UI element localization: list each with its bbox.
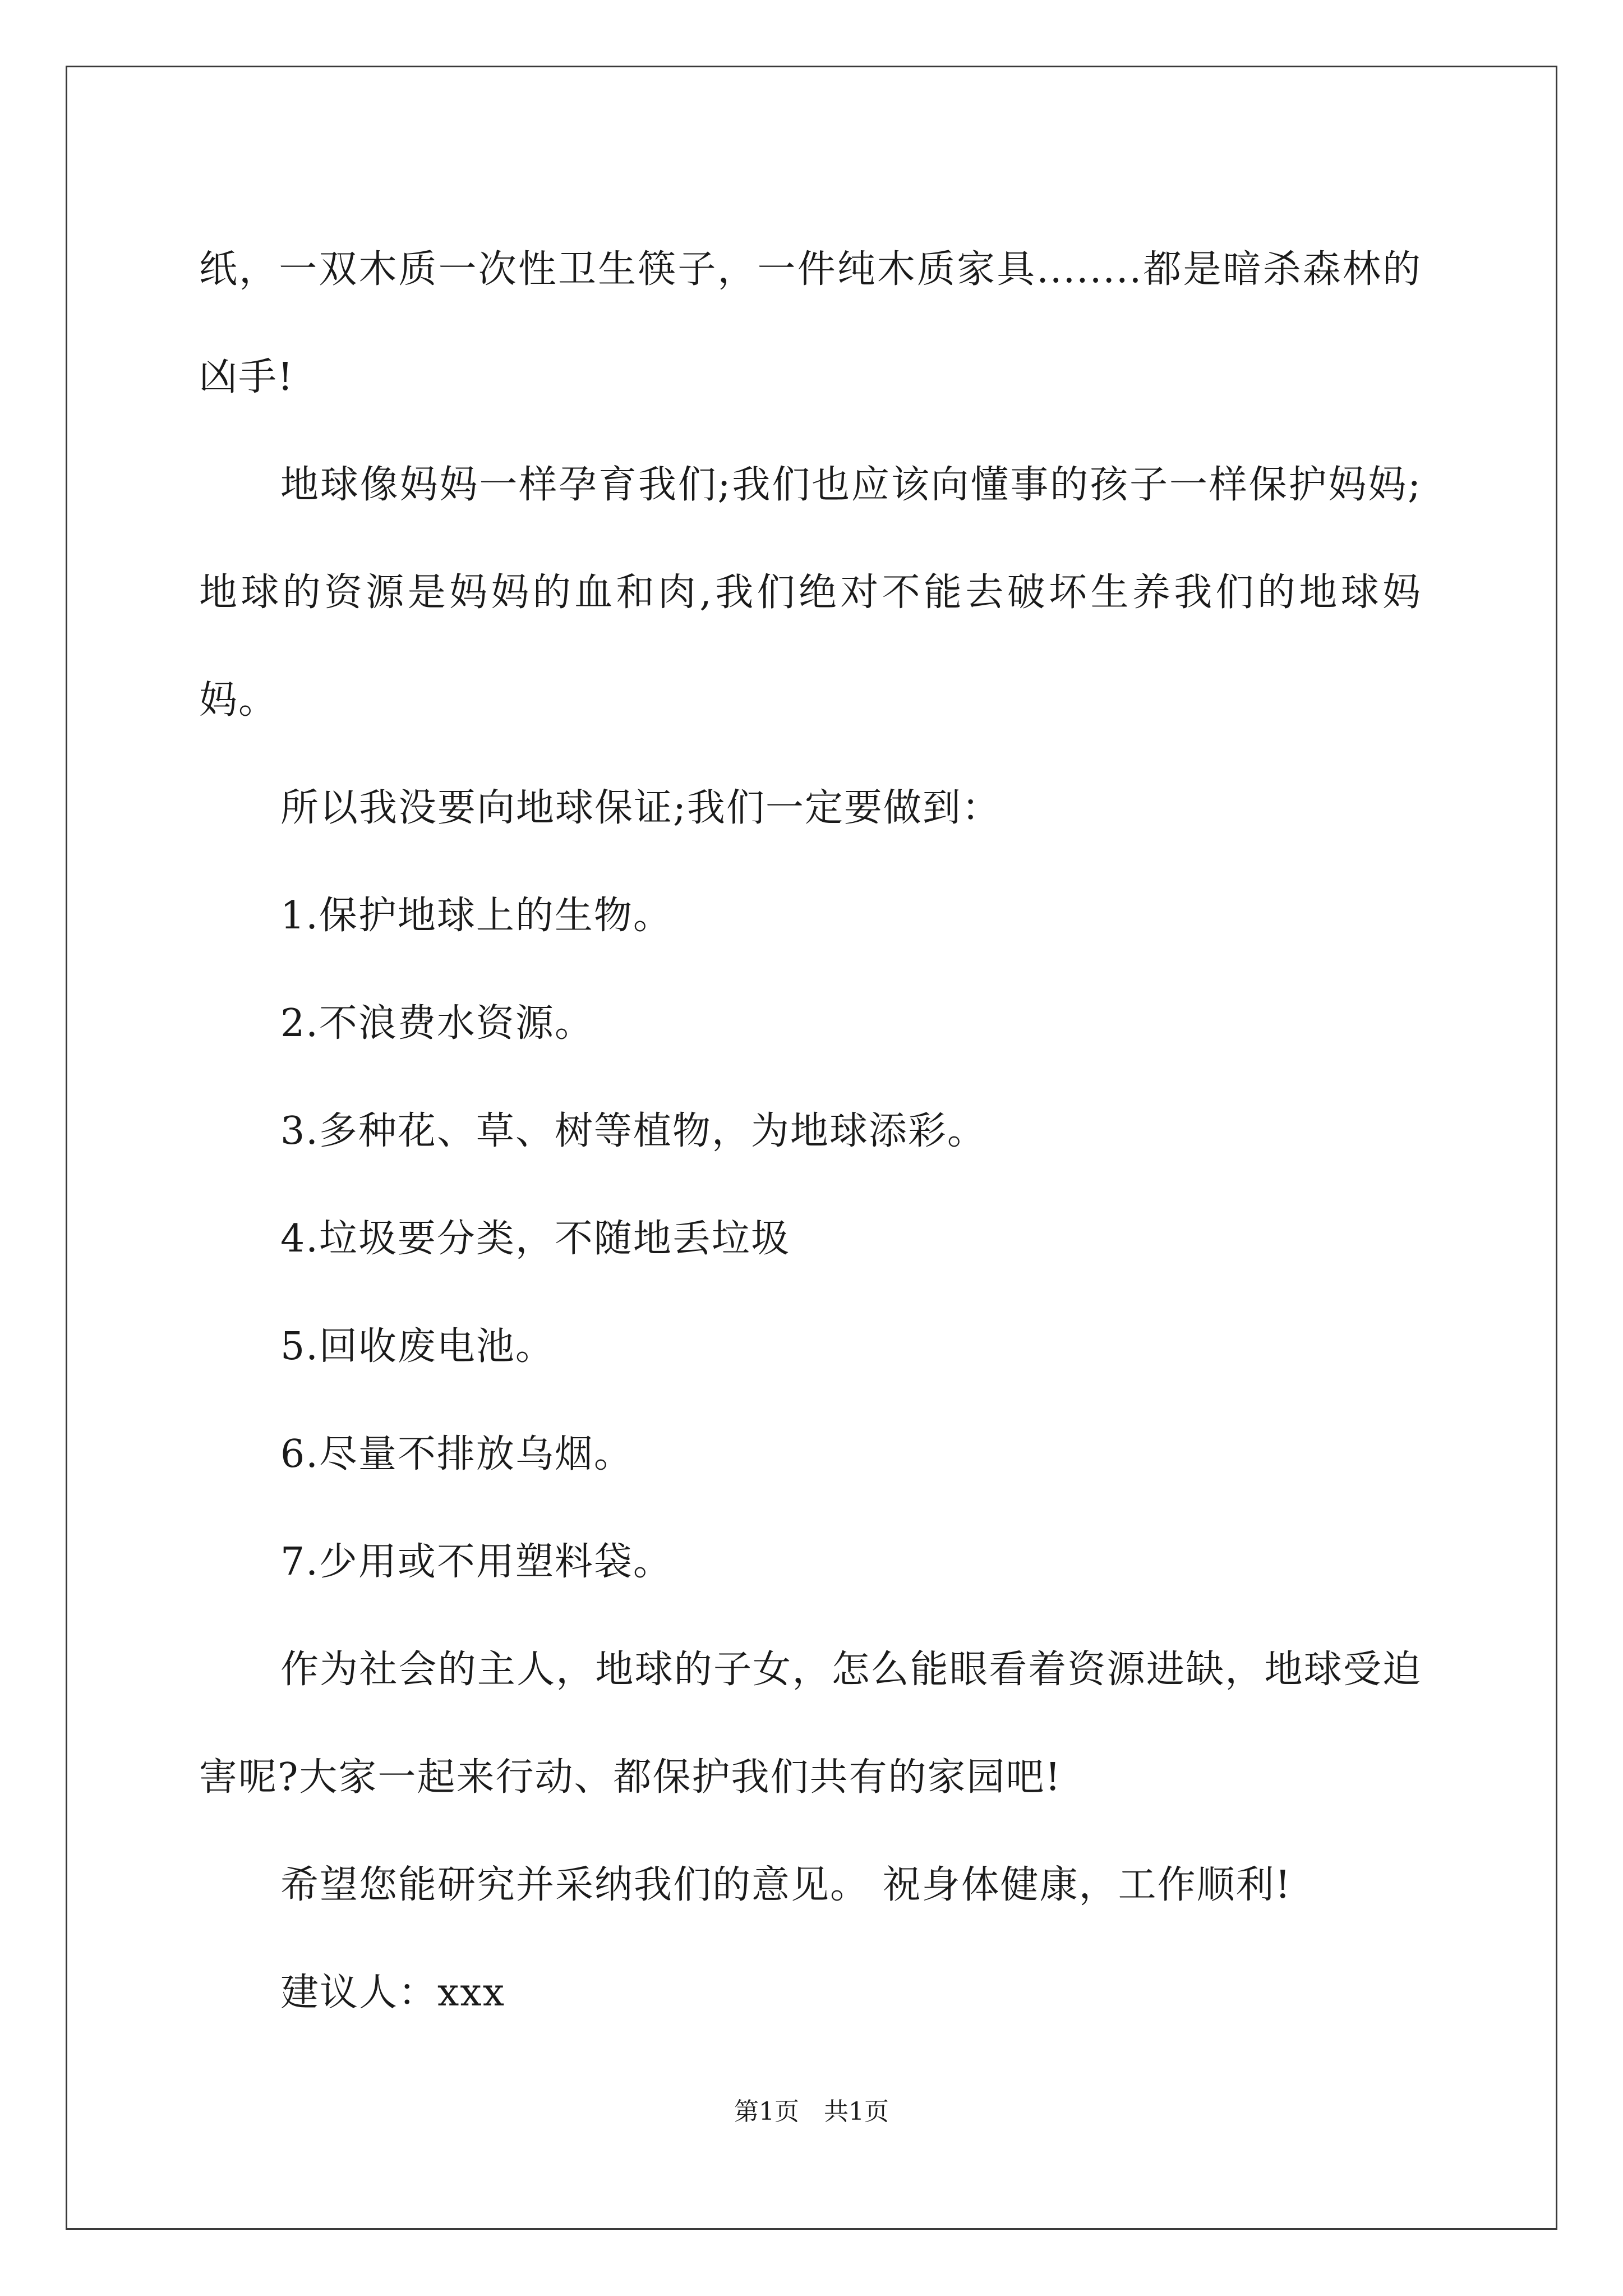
document-body — [199, 216, 1422, 2047]
paragraph-call-to-action: 作为社会的主人，地球的子女，怎么能眼看着资源进缺，地球受迫害呢?大家一起来行动、都保护我们共有的家园吧! — [199, 1648, 1422, 1800]
list-item-1: 1.保护地球上的生物。 — [280, 894, 672, 938]
list-item-2: 2.不浪费水资源。 — [280, 1001, 594, 1046]
page-number-current: 第1页 — [734, 2097, 799, 2126]
paragraph-promise: 所以我没要向地球保证;我们一定要做到： — [280, 786, 1001, 830]
list-item-4: 4.垃圾要分类，不随地丢垃圾 — [280, 1217, 790, 1261]
signature-line: 建议人：xxx — [280, 1971, 506, 2015]
paragraph-continuation: 纸，一双木质一次性卫生筷子，一件纯木质家具........都是暗杀森林的凶手! — [199, 247, 1422, 399]
page-number-total: 共1页 — [824, 2097, 889, 2126]
paragraph-earth-mother: 地球像妈妈一样孕育我们;我们也应该向懂事的孩子一样保护妈妈;地球的资源是妈妈的血和肉,我们绝对不能去破坏生养我们的地球妈妈。 — [199, 463, 1422, 723]
page-footer — [0, 2091, 1623, 2127]
list-item-7: 7.少用或不用塑料袋。 — [280, 1540, 672, 1584]
paragraph-closing: 希望您能研究并采纳我们的意见。 祝身体健康，工作顺利! — [280, 1863, 1292, 1907]
list-item-5: 5.回收废电池。 — [280, 1324, 555, 1369]
list-item-3: 3.多种花、草、树等植物，为地球添彩。 — [280, 1109, 986, 1153]
list-item-6: 6.尽量不排放乌烟。 — [280, 1432, 633, 1476]
